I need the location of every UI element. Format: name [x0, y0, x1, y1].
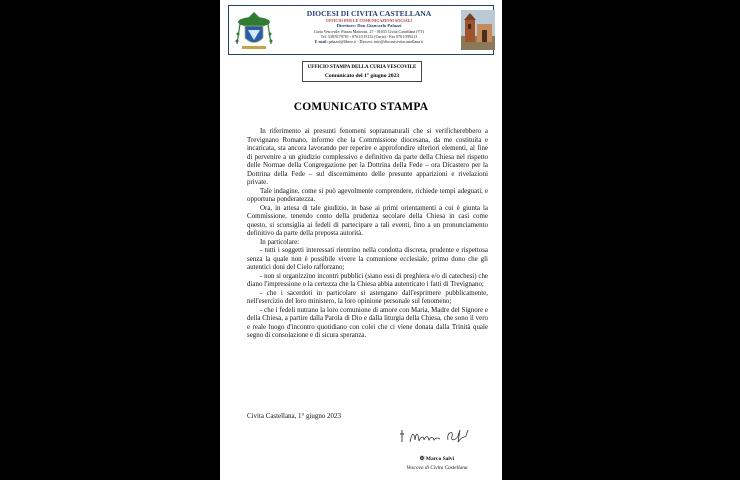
director: Direttore: Don Giancarlo Palazzi [336, 23, 402, 28]
paragraph: Ora, in attesa di tale giudizio, in base ai primi orientamenti a cui è giunta la Commissione, tenendo conto della prudenza secolare della Chiesa in casi come questo, si sconsiglia ai fedeli di partecipare a tali eventi, fino a un pronunciamento definitivo da parte della preposta autorità. [247, 203, 488, 237]
letterhead-text [280, 9, 458, 45]
phones: Tel. 338/9179701 - 0761/515132 (Curia) - Fax 0761/599213 [320, 34, 418, 40]
press-office-box [302, 61, 422, 82]
paragraph: - che i fedeli nutrano la loro comunione di amore con Maria, Madre del Signore e della Chiesa, a partire dalla Parola di Dio e dalla liturgia della Chiesa, che sono il vero e reale luogo d'incontro quotidiano con colei che ci viene donata dalla Trinità quale segno di consolazione e di sicura speranza. [247, 305, 488, 339]
handwritten-signature [396, 426, 486, 448]
email-personal-link[interactable]: palazzi@libero.it [328, 39, 357, 45]
paragraph: Tale indagine, come si può agevolmente comprendere, richiede tempi adeguati, e opportuna ponderatezza. [247, 186, 488, 203]
document-title: COMUNICATO STAMPA [293, 101, 429, 113]
email-separator: - Diocesi: [356, 39, 373, 45]
paragraph: - che i sacerdoti in particolare si astengano dall'esprimere pubblicamente, nell'esercizio del loro ministero, la loro opinione personale sul fenomeno; [247, 288, 488, 305]
communique-date: Comunicato del 1° giugno 2023 [324, 73, 400, 79]
cathedral-photo [461, 10, 495, 50]
document-body [247, 127, 488, 340]
email-label: E-mail: [314, 39, 328, 45]
signer-role: Vescovo di Civita Castellana [406, 465, 468, 471]
paragraph: In particolare: [260, 237, 300, 246]
document-page [220, 0, 502, 480]
paragraph: - non si organizzino incontri pubblici (siano essi di preghiera e/o di catechesi) che diano l'impressione o la certezza che la Chiesa abbia autenticato i fatti di Trevignano; [247, 271, 488, 288]
office-subtitle: UFFICIO PER LE COMUNICAZIONI SOCIALI [326, 18, 412, 23]
email-diocese-link[interactable]: info@diocesicivitacastellana.it [373, 39, 424, 45]
paragraph: In riferimento ai presunti fenomeni soprannaturali che si verificherebbero a Trevignano Romano, informo che la Commissione diocesana, da me costituita e incaricata, sta ancora lavorando per reperire e approfondire ulteriori elementi, al fine di pervenire a un giudizio complessivo e definitivo da parte della Chiesa nel rispetto delle Normae della Congregazione per la Dottrina della Fede – ora Dicastero per la Dottrina della Fede – sul discernimento delle presunte apparizioni e rivelazioni private. [247, 127, 488, 186]
email-line [280, 39, 458, 44]
place-date: Civita Castellana, 1° giugno 2023 [247, 412, 341, 420]
press-office-name: UFFICIO STAMPA DELLA CURIA VESCOVILE [307, 65, 417, 70]
paragraph: - tutti i soggetti interessati rientrino nella condotta discreta, prudente e rispettosa senza la quale non è possibile vivere la comunione ecclesiale, primo dono che gli autentici doni del Cielo rafforzano; [247, 246, 488, 271]
diocese-name: DIOCESI DI CIVITA CASTELLANA [306, 9, 432, 18]
diocese-coat-of-arms-icon [234, 10, 274, 52]
address: Curia Vescovile: Piazza Matteotti, 27 - 01033 Civita Castellana (VT) [313, 29, 425, 34]
signer-name: ✠ Marco Salvi [419, 456, 455, 462]
